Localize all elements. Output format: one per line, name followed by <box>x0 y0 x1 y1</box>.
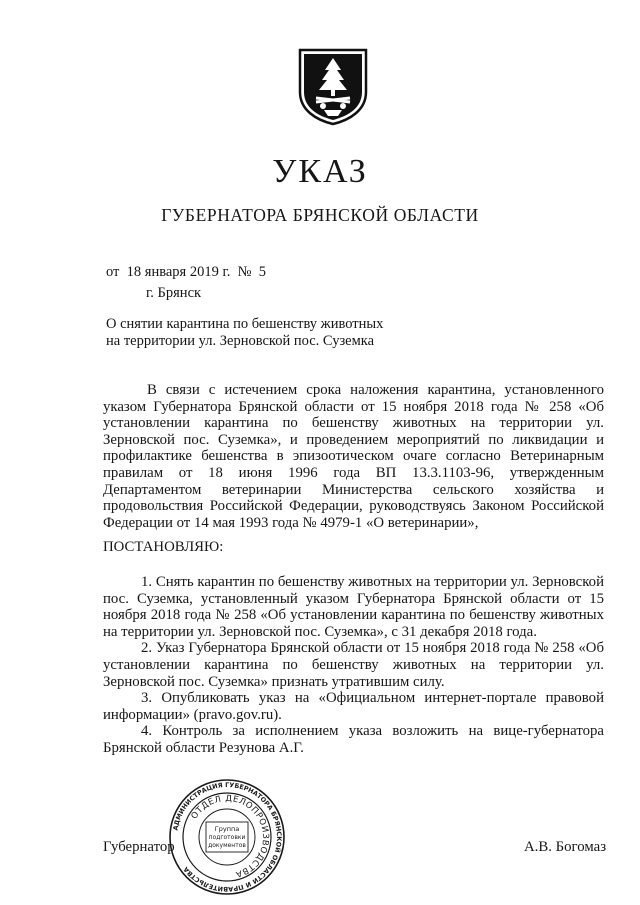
city-line: г. Брянск <box>146 285 202 301</box>
decree-item: 4. Контроль за исполнением указа возложить на вице-губернатора Брянской области Резунова А.Г. <box>103 723 604 756</box>
svg-text:АДМИНИСТРАЦИЯ ГУБЕРНАТОРА БРЯН: АДМИНИСТРАЦИЯ ГУБЕРНАТОРА БРЯНСКОЙ ОБЛАСТИ И ПРАВИТЕЛЬСТВА <box>171 780 284 894</box>
office-stamp-icon <box>168 778 286 896</box>
svg-text:ОТДЕЛ ДЕЛОПРОИЗВОДСТВА: ОТДЕЛ ДЕЛОПРОИЗВОДСТВА <box>189 793 271 879</box>
subject-heading <box>106 316 436 350</box>
coat-of-arms-icon <box>298 48 368 126</box>
svg-text:Группа: Группа <box>214 825 240 833</box>
decree-item: 2. Указ Губернатора Брянской области от 15 ноября 2018 года № 258 «Об установлении карантина по бешенству животных на территории ул. Зерновской пос. Суземка» признать утратившим силу. <box>103 640 604 690</box>
decree-word: ПОСТАНОВЛЯЮ: <box>103 539 224 555</box>
preamble-block <box>103 382 604 531</box>
subject-line: О снятии карантина по бешенству животных <box>106 316 384 332</box>
document-type-title: УКАЗ <box>272 153 368 190</box>
preamble-paragraph: В связи с истечением срока наложения карантина, установленного указом Губернатора Брянской области от 15 ноября 2018 года № 258 «Об установлении карантина по бешенству животных на территории ул. Зерновской пос. Суземка», и проведением мероприятий по ликвидации и профилактике бешенства в эпизоотическом очаге согласно Ветеринарным правилам от 18 июня 1996 года ВП 13.3.1103-96, утвержденным Департаментом ветеринарии Министерства сельского хозяйства и продовольствия Российской Федерации, руководствуясь Законом Российской Федерации от 14 мая 1993 года № 4979-1 «О ветеринарии», <box>103 382 604 531</box>
svg-text:подготовки: подготовки <box>208 834 246 841</box>
signature-title: Губернатор <box>103 839 175 855</box>
decree-item: 3. Опубликовать указ на «Официальном интернет-портале правовой информации» (pravo.gov.ru). <box>103 690 604 723</box>
subject-line: на территории ул. Зерновской пос. Суземка <box>106 333 375 349</box>
decree-item: 1. Снять карантин по бешенству животных на территории ул. Зерновской пос. Суземка, установленный указом Губернатора Брянской области от 15 ноября 2018 года № 258 «Об установлении карантина по бешенству животных на территории ул. Зерновской пос. Суземка», с 31 декабря 2018 года. <box>103 574 604 640</box>
signature-name: А.В. Богомаз <box>524 839 607 855</box>
date-number-line: от 18 января 2019 г. № 5 <box>106 264 266 280</box>
issuer-title: ГУБЕРНАТОРА БРЯНСКОЙ ОБЛАСТИ <box>161 205 479 225</box>
decree-items <box>103 574 604 757</box>
svg-text:документов: документов <box>208 842 246 849</box>
